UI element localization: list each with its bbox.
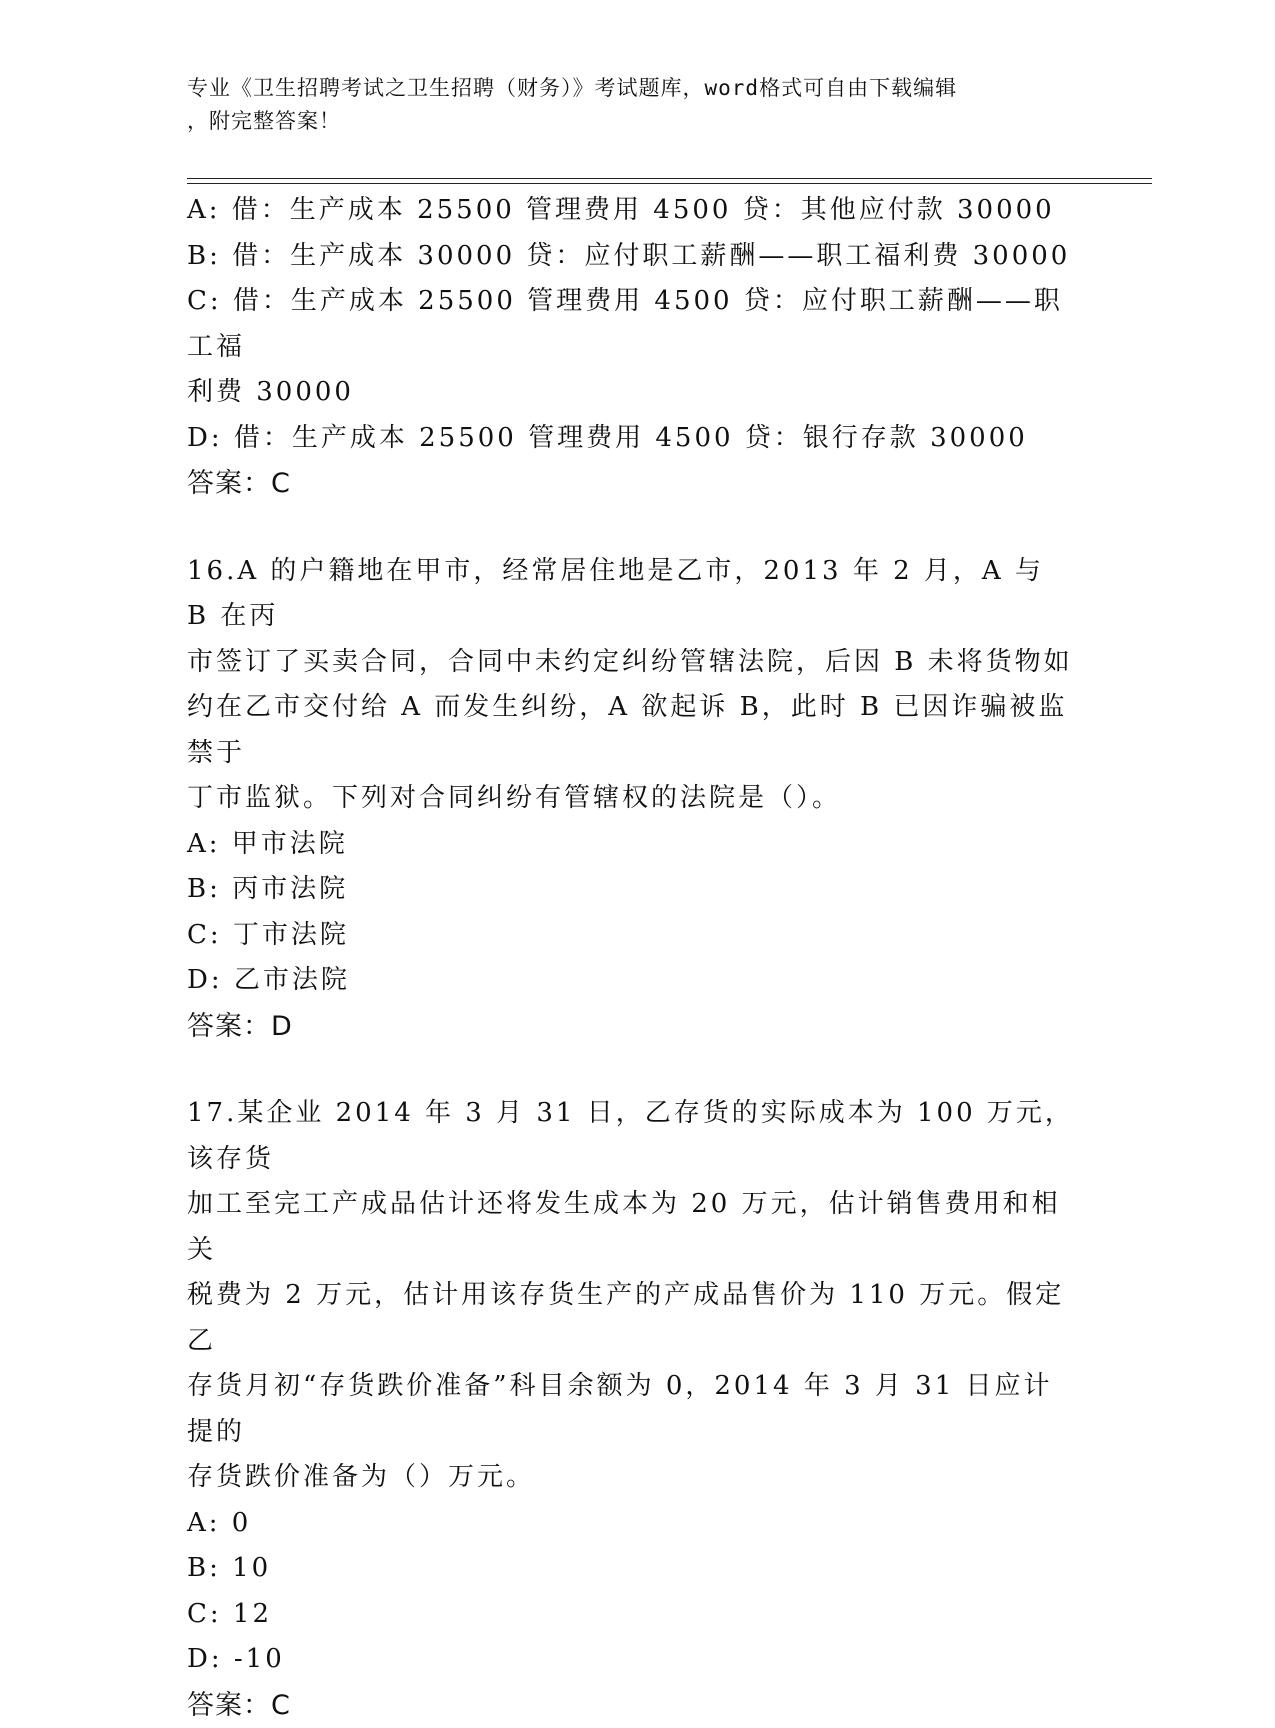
option-c: C: 借：生产成本 25500 管理费用 4500 贷：应付职工薪酬——职工福 [187, 279, 1077, 370]
header-title-line: 专业《卫生招聘考试之卫生招聘（财务）》考试题库，word格式可自由下载编辑 [187, 72, 1087, 105]
spacer [187, 1049, 1077, 1091]
answer-label: 答案：C [187, 461, 1077, 507]
option-a: A: 借：生产成本 25500 管理费用 4500 贷：其他应付款 30000 [187, 188, 1077, 234]
question-stem-line: 丁市监狱。下列对合同纠纷有管辖权的法院是（）。 [187, 776, 1077, 822]
spacer [187, 507, 1077, 549]
question-content [187, 188, 1077, 1728]
answer-label: 答案：C [187, 1683, 1077, 1728]
header-title-line-continued: ，附完整答案！ [187, 105, 1087, 138]
question-16 [187, 549, 1077, 1050]
question-stem-line: 税费为 2 万元，估计用该存货生产的产成品售价为 110 万元。假定乙 [187, 1273, 1077, 1364]
document-header [187, 72, 1087, 138]
option-a: A: 甲市法院 [187, 822, 1077, 868]
option-b: B: 借：生产成本 30000 贷：应付职工薪酬——职工福利费 30000 [187, 234, 1077, 280]
question-17 [187, 1091, 1077, 1728]
option-c: C: 12 [187, 1592, 1077, 1638]
option-a: A: 0 [187, 1501, 1077, 1547]
header-divider-top [187, 178, 1152, 179]
answer-label: 答案：D [187, 1004, 1077, 1050]
option-d: D: 借：生产成本 25500 管理费用 4500 贷：银行存款 30000 [187, 416, 1077, 462]
option-b: B: 10 [187, 1546, 1077, 1592]
option-c: C: 丁市法院 [187, 913, 1077, 959]
option-d: D: 乙市法院 [187, 958, 1077, 1004]
question-15 [187, 188, 1077, 507]
header-divider-bottom [187, 183, 1152, 184]
option-b: B: 丙市法院 [187, 867, 1077, 913]
question-stem-line: 市签订了买卖合同，合同中未约定纠纷管辖法院，后因 B 未将货物如 [187, 640, 1077, 686]
question-stem-line: 存货月初“存货跌价准备”科目余额为 0，2014 年 3 月 31 日应计提的 [187, 1364, 1077, 1455]
option-c-continued: 利费 30000 [187, 370, 1077, 416]
question-stem-line: 存货跌价准备为（）万元。 [187, 1455, 1077, 1501]
question-stem-line: 17.某企业 2014 年 3 月 31 日，乙存货的实际成本为 100 万元，该存货 [187, 1091, 1077, 1182]
question-stem-line: 约在乙市交付给 A 而发生纠纷，A 欲起诉 B，此时 B 已因诈骗被监禁于 [187, 685, 1077, 776]
question-stem-line: 16.A 的户籍地在甲市，经常居住地是乙市，2013 年 2 月，A 与 B 在丙 [187, 549, 1077, 640]
option-d: D: -10 [187, 1637, 1077, 1683]
question-stem-line: 加工至完工产成品估计还将发生成本为 20 万元，估计销售费用和相关 [187, 1182, 1077, 1273]
